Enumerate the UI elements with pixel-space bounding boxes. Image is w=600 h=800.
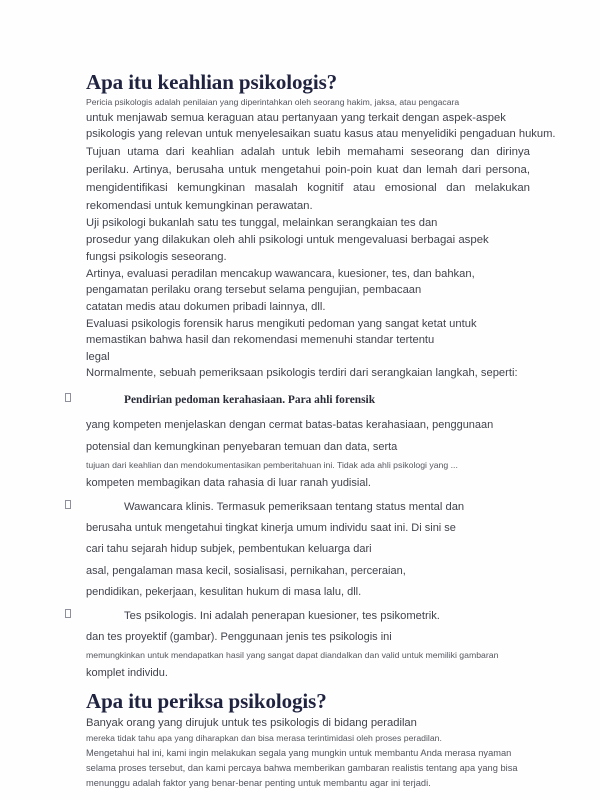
- evaluasi-line-2: memastikan bahwa hasil dan rekomendasi memenuhi standar tertentu: [86, 334, 435, 347]
- steps-list: [86, 388, 530, 685]
- document-content: [86, 70, 556, 791]
- artinya-line-1: Artinya, evaluasi peradilan mencakup wawancara, kuesioner, tes, dan bahkan,: [86, 267, 475, 280]
- list-item: [86, 388, 530, 411]
- artinya-line-3: catatan medis atau dokumen pribadi lainnya, dll.: [86, 301, 326, 314]
- step-3-small-line: memungkinkan untuk mendapatkan hasil yang sangat dapat diandalkan dan valid untuk memiliki gambaran: [86, 650, 499, 661]
- evaluasi-line-3: legal: [86, 350, 110, 363]
- section-one-uji-line: Uji psikologi bukanlah satu tes tunggal, melainkan serangkaian tes dan: [86, 216, 438, 229]
- bullet-box-icon: [65, 609, 71, 618]
- section-two-body-line-3: menunggu adalah faktor yang benar-benar penting untuk membantu agar ini terjadi.: [86, 778, 431, 789]
- step-1-lines: [86, 415, 530, 458]
- section-one-intro-small: Pericia psikologis adalah penilaian yang diperintahkan oleh seorang hakim, jaksa, atau pengacara: [86, 97, 460, 107]
- step-3-lines: [86, 627, 530, 649]
- list-item: [86, 495, 530, 518]
- step-3-heading: Tes psikologis. Ini adalah penerapan kuesioner, tes psikometrik.: [124, 609, 440, 622]
- artinya-line-2: pengamatan perilaku orang tersebut selama pengujian, pembacaan: [86, 284, 422, 297]
- step-3-line-1: dan tes proyektif (gambar). Penggunaan jenis tes psikologis ini: [86, 630, 392, 643]
- step-2-line-3: asal, pengalaman masa kecil, sosialisasi, pernikahan, perceraian,: [86, 564, 406, 577]
- section-one-intro-lines: [86, 110, 556, 143]
- section-one-normalmente-line: Normalmente, sebuah pemeriksaan psikologis terdiri dari serangkaian langkah, seperti:: [86, 367, 518, 380]
- section-one-justified-block-one: Tujuan utama dari keahlian adalah untuk lebih memahami seseorang dan dirinya perilaku. Artinya, berusaha untuk mengetahui poin-poin kuat dan lemah dari persona, mengidentifikasi kemungkinan masalah kognitif atau emosional dan melakukan rekomendasi untuk kemungkinan perawatan.: [86, 145, 530, 212]
- section-two-body-line-1: Mengetahui hal ini, kami ingin melakukan segala yang mungkin untuk membantu Anda merasa nyaman: [86, 748, 512, 759]
- step-1-heading: Pendirian pedoman kerahasiaan. Para ahli forensik: [124, 394, 376, 407]
- step-2-line-2: cari tahu sejarah hidup subjek, pembentukan keluarga dari: [86, 543, 372, 556]
- step-1-line-1: yang kompeten menjelaskan dengan cermat batas-batas kerahasiaan, penggunaan: [86, 419, 494, 432]
- bullet-box-icon: [65, 500, 71, 509]
- intro-line-1: untuk menjawab semua keraguan atau pertanyaan yang terkait dengan aspek-aspek: [86, 111, 506, 124]
- step-2-heading: Wawancara klinis. Termasuk pemeriksaan tentang status mental dan: [124, 500, 465, 513]
- section-two-line-one: Banyak orang yang dirujuk untuk tes psikologis di bidang peradilan: [86, 716, 417, 729]
- section-one-evaluasi-lines: [86, 316, 530, 366]
- section-two-body-line-2: selama proses tersebut, dan kami percaya bahwa memberikan gambaran realistis tentang apa yang bisa: [86, 763, 518, 774]
- step-2-lines: [86, 518, 530, 604]
- evaluasi-line-1: Evaluasi psikologis forensik harus mengikuti pedoman yang sangat ketat untuk: [86, 317, 477, 330]
- intro-line-2: psikologis yang relevan untuk menyelesaikan suatu kasus atau menyelidiki pengaduan hukum.: [86, 128, 556, 141]
- section-two-heading: Apa itu periksa psikologis?: [86, 688, 327, 713]
- step-1-small-line: tujuan dari keahlian dan mendokumentasikan pemberitahuan ini. Tidak ada ahli psikologi yang ...: [86, 460, 458, 471]
- section-one-artinya-lines: [86, 266, 530, 316]
- section-two-body-lines: [86, 746, 530, 791]
- bullet-box-icon: [65, 393, 71, 402]
- section-one-justified-block-two: prosedur yang dilakukan oleh ahli psikologi untuk mengevaluasi berbagai aspek: [86, 234, 489, 247]
- section-two-small-line: mereka tidak tahu apa yang diharapkan dan bisa merasa terintimidasi oleh proses peradilan.: [86, 733, 442, 744]
- section-one-heading: Apa itu keahlian psikologis?: [86, 70, 338, 94]
- step-3-closing-line: komplet individu.: [86, 667, 168, 680]
- step-1-line-2: potensial dan kemungkinan penyebaran temuan dan data, serta: [86, 440, 398, 453]
- list-item: [86, 604, 530, 627]
- step-2-line-4: pendidikan, pekerjaan, kesulitan hukum di masa lalu, dll.: [86, 586, 362, 599]
- step-2-line-1: berusaha untuk mengetahui tingkat kinerja umum individu saat ini. Di sini se: [86, 521, 456, 534]
- step-1-closing-line: kompeten membagikan data rahasia di luar ranah yudisial.: [86, 477, 371, 490]
- section-one-fungsi-line: fungsi psikologis seseorang.: [86, 251, 227, 264]
